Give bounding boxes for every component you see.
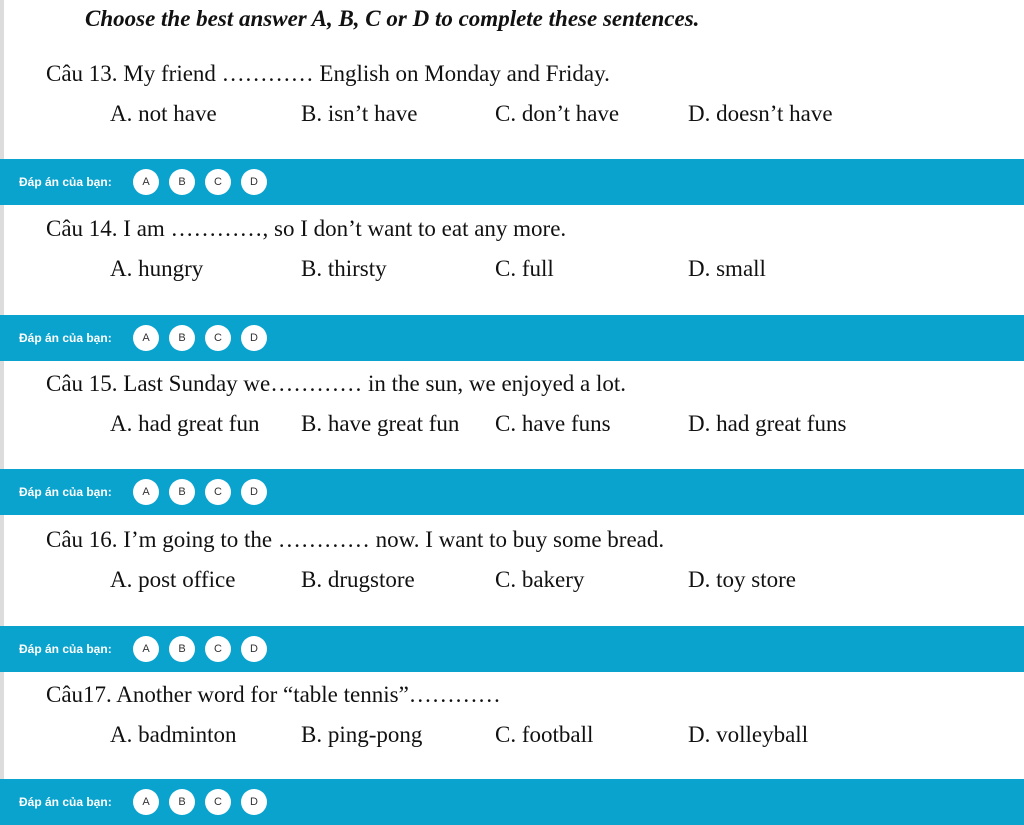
question-14-option-b: B. thirsty: [301, 256, 387, 281]
question-13-option-c: C. don’t have: [495, 101, 620, 126]
question-14-text: Câu 14. I am …………, so I don’t want to eat any more.: [46, 216, 567, 241]
answer-17-choice-c[interactable]: C: [205, 789, 231, 815]
answer-17-choice-b[interactable]: B: [169, 789, 195, 815]
answer-14-choice-b[interactable]: B: [169, 325, 195, 351]
answer-14-choice-c[interactable]: C: [205, 325, 231, 351]
question-15-text: Câu 15. Last Sunday we………… in the sun, we enjoyed a lot.: [46, 371, 627, 396]
question-17-option-c: C. football: [495, 722, 594, 747]
question-13-text: Câu 13. My friend ………… English on Monday and Friday.: [46, 61, 610, 86]
question-16-option-b: B. drugstore: [301, 567, 415, 592]
answer-13-choice-c[interactable]: C: [205, 169, 231, 195]
answer-13-choice-d[interactable]: D: [241, 169, 267, 195]
question-15-option-c: C. have funs: [495, 411, 611, 436]
instruction-title: Choose the best answer A, B, C or D to complete these sentences.: [85, 6, 700, 31]
answer-bar-14: [0, 315, 1024, 361]
answer-16-choice-c[interactable]: C: [205, 636, 231, 662]
answer-15-choice-c[interactable]: C: [205, 479, 231, 505]
question-13-option-d: D. doesn’t have: [688, 101, 833, 126]
question-17-option-b: B. ping-pong: [301, 722, 423, 747]
answer-label: Đáp án của bạn:: [19, 175, 112, 189]
left-edge-divider: [0, 0, 4, 818]
question-13-option-a: A. not have: [110, 101, 217, 126]
question-15-option-b: B. have great fun: [301, 411, 460, 436]
answer-label: Đáp án của bạn:: [19, 331, 112, 345]
answer-15-choice-a[interactable]: A: [133, 479, 159, 505]
answer-label: Đáp án của bạn:: [19, 642, 112, 656]
answer-14-choice-a[interactable]: A: [133, 325, 159, 351]
answer-bar-16: [0, 626, 1024, 672]
answer-14-choice-d[interactable]: D: [241, 325, 267, 351]
answer-17-choice-a[interactable]: A: [133, 789, 159, 815]
question-16-option-d: D. toy store: [688, 567, 796, 592]
answer-15-choice-b[interactable]: B: [169, 479, 195, 505]
question-13-option-b: B. isn’t have: [301, 101, 418, 126]
answer-16-choice-a[interactable]: A: [133, 636, 159, 662]
question-17-option-d: D. volleyball: [688, 722, 809, 747]
question-14-option-c: C. full: [495, 256, 554, 281]
answer-17-choice-d[interactable]: D: [241, 789, 267, 815]
question-16-text: Câu 16. I’m going to the ………… now. I want to buy some bread.: [46, 527, 665, 552]
answer-bar-17: [0, 779, 1024, 825]
question-14-option-d: D. small: [688, 256, 766, 281]
question-17-text: Câu17. Another word for “table tennis”…………: [46, 682, 501, 707]
question-16-option-a: A. post office: [110, 567, 236, 592]
answer-bar-13: [0, 159, 1024, 205]
question-15-option-a: A. had great fun: [110, 411, 260, 436]
answer-13-choice-a[interactable]: A: [133, 169, 159, 195]
question-14-option-a: A. hungry: [110, 256, 204, 281]
answer-16-choice-b[interactable]: B: [169, 636, 195, 662]
answer-label: Đáp án của bạn:: [19, 485, 112, 499]
answer-label: Đáp án của bạn:: [19, 795, 112, 809]
question-15-option-d: D. had great funs: [688, 411, 847, 436]
answer-13-choice-b[interactable]: B: [169, 169, 195, 195]
answer-16-choice-d[interactable]: D: [241, 636, 267, 662]
answer-15-choice-d[interactable]: D: [241, 479, 267, 505]
question-17-option-a: A. badminton: [110, 722, 237, 747]
question-16-option-c: C. bakery: [495, 567, 585, 592]
answer-bar-15: [0, 469, 1024, 515]
